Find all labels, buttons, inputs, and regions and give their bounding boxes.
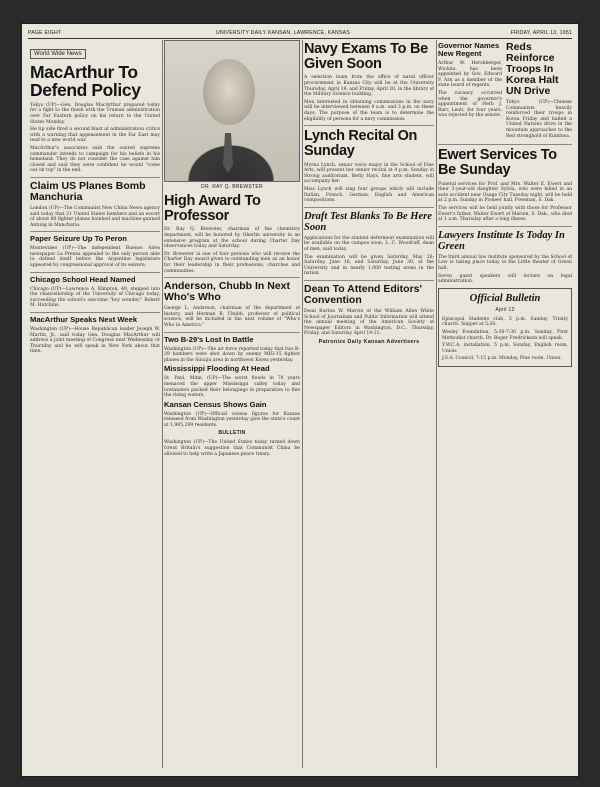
reds-story	[506, 40, 572, 141]
divider	[164, 277, 300, 278]
article-text: Washington (UP)—The United States today turned down Great Britain's suggestion that Communist China be allowed to help write a Japanese peace treaty.	[164, 440, 300, 457]
headline-flooding: Mississippi Flooding At Head	[164, 364, 270, 374]
divider	[164, 332, 300, 333]
masthead	[28, 28, 572, 38]
headline-draft-test: Draft Test Blanks To Be Here Soon	[304, 210, 432, 233]
page-number: PAGE EIGHT	[28, 30, 62, 36]
headline-regent: Governor Names New Regent	[438, 41, 500, 58]
headline-chicago: Chicago School Head Named	[30, 274, 136, 284]
column-divider	[302, 40, 303, 768]
divider	[30, 231, 160, 232]
headline-whos-who: Anderson, Chubb In Next Who's Who	[164, 280, 290, 304]
article-text: Funeral services for Prof. and Mrs. Walter E. Ewert and their 3-year-old daughter Sylvia, who were killed in an auto accident near Osage City Tuesday night, will be held at 2 p.m. Sunday in Pioneer hall, Freeman, S. Dak.	[438, 181, 572, 204]
headline-manchuria: Claim US Planes Bomb Manchuria	[30, 179, 146, 203]
divider	[304, 207, 434, 208]
bulletin-item: J.S.A. Council, 7:15 p.m. Monday, Pine room, Union.	[442, 356, 562, 362]
column-state-news	[438, 40, 572, 770]
headline-award: High Award To Professor	[164, 193, 261, 225]
headline-navy-exams: Navy Exams To Be Given Soon	[304, 41, 428, 73]
newspaper-page	[22, 24, 578, 776]
bulletin-item: Wesley Foundation, 5:30-7:30 p.m. Sunday, First Methodist church. Dr. Roger Fredrickson will speak.	[442, 330, 568, 341]
article-text: He tip side fired a second blast at administration critics with a warning that appeasement in the Far East may lead to a new world war.	[30, 127, 160, 144]
masthead-rule	[28, 38, 572, 39]
portrait-photo	[164, 40, 300, 182]
article-text: Seven guest speakers will lecture on legal administration.	[438, 273, 572, 285]
regent-story	[438, 40, 502, 141]
bulletin-date: April 12	[495, 306, 515, 313]
top-row	[438, 40, 572, 141]
bulletin-item: Y.W.C.A. installation, 5 p.m. Sunday, English room, Union.	[442, 343, 568, 354]
column-divider	[436, 40, 437, 768]
article-text: Montevideo (UP)—The independent Buenos Aires newspaper La Prensa appealed to the only person able to defend itself before the Argentine legislature appeared by congressional approval of its seizure.	[30, 246, 160, 269]
photo-caption: DR. RAY Q. BREWSTER	[201, 184, 263, 190]
divider	[30, 272, 160, 273]
headline-b29: Two B-29's Lost In Battle	[164, 334, 254, 344]
official-bulletin	[438, 288, 572, 367]
article-text: Tokyo (UP)—Chinese Communists heavily reinforced their troops in Korea Friday and halted a United Nations drive in the mountain approaches to the Red stronghold of Kumhwa.	[506, 100, 572, 139]
article-text: Dr. Brewster is one of four persons who will receive the Charter Day award given to outstanding men as an honor for their leadership in their professions, churches and communities.	[164, 251, 300, 274]
column-university-news	[304, 40, 434, 770]
article-text: Myrna Lynch, senior voice major in the School of Fine Arts, will present her senior recital at 4 p.m. Sunday in Strong auditorium. Betty Hays, fine arts student, will accompany her.	[304, 162, 434, 185]
portrait-face	[203, 59, 255, 125]
headline-macarthur: MacArthur To Defend Policy	[30, 62, 141, 101]
paper-name: UNIVERSITY DAILY KANSAN, LAWRENCE, KANSAS	[216, 30, 350, 36]
article-text: Arthur W. Hershberger, Wichita, has been appointed by Gov. Edward F. Arn as a member of the state board of regents.	[438, 60, 502, 89]
headline-ewert: Ewert Services To Be Sunday	[438, 147, 557, 179]
article-text: St. Paul, Minn. (UP)—The worst floods in 70 years menaced the upper Mississippi valley today and lowlanders packed their belongings in preparation to flee the rising waters.	[164, 376, 300, 399]
headline-reds: Reds Reinforce Troops In Korea Halt UN Drive	[506, 41, 559, 98]
headline-macarthur-speaks: MacArthur Speaks Next Week	[30, 314, 138, 324]
article-text: Applications for the student deferment examination will be available on the campus soon, L. C. Woodruff, dean of men, said today.	[304, 235, 434, 252]
article-text: London (UP)—The Communist New China News agency said today that 21 United States bombers and an escort of about 80 fighter planes bombed and machine-gunned Antung in Manchuria.	[30, 205, 160, 228]
headline-lynch-recital: Lynch Recital On Sunday	[304, 128, 418, 160]
divider	[438, 144, 572, 145]
article-text: Washington (UP)—The air force reported today that two B-29 bombers were shot down by enemy MIG-15 fighter planes in the Sinuiju area in northwest Korea yesterday.	[164, 346, 300, 363]
bulletin-title: Official Bulletin	[469, 292, 541, 304]
bulletin-item: Episcopal Students club, 5 p.m. Sunday, Trinity church. Supper at 5:30.	[442, 316, 568, 328]
bulletin-label: BULLETIN	[218, 430, 246, 437]
article-text: Washington (UP)—Official census figures for Kansas released from Washington yesterday give the state's count at 1,905,299 residents.	[164, 411, 300, 428]
article-text: A selection team from the office of naval officer procurement in Kansas City will be at the University Thursday, April 19, and Friday, April 20, in the library of the Military Science building.	[304, 75, 434, 98]
article-text: Tokyo (UP)—Gen. Douglas MacArthur prepared today for a fight to the finish with the Truman administration over Far Eastern policy on his return to the United States Monday.	[30, 102, 160, 125]
article-text: Men interested in obtaining commissions in the navy will be interviewed between 9 a.m. and 3 p.m. on these days. The purpose of the team is to determine the eligibility of persons for a navy commission.	[304, 99, 434, 122]
section-kicker: World Wide News	[30, 49, 86, 59]
column-divider	[162, 40, 163, 768]
article-text: The examination will be given Saturday, May 26; Saturday, June 16, and Saturday, June 30, at the University and in nearly 1,000 testing areas in the nation.	[304, 254, 434, 277]
article-text: Dean Burton W. Marvin of the William Allen White School of Journalism and Public Information will attend the annual meeting of the American Society of Newspaper Editors in Washington, D.C., Thursday, Friday, and Saturday April 19-21.	[304, 309, 434, 337]
divider	[30, 312, 160, 313]
ad-footer: Patronize Daily Kansan Advertisers	[318, 338, 420, 345]
headline-dean-convention: Dean To Attend Editors' Convention	[304, 282, 422, 306]
issue-date: FRIDAY, APRIL 13, 1951	[510, 30, 572, 36]
article-text: Chicago (UP)—Lawrence A. Kimpton, 40, stepped into the chancellorship of the University of Chicago today, succeeding the school's one-time "boy wonder," Robert M. Hutchins.	[30, 286, 160, 309]
article-text: George L. Anderson, chairman of the department of history, and Herman B. Chubb, professor of political science, will be included in the next volume of "Who's Who in America."	[164, 306, 300, 328]
divider	[304, 125, 434, 126]
column-world-news	[30, 40, 160, 770]
divider	[30, 177, 160, 178]
divider	[304, 280, 434, 281]
article-text: Washington (UP)—House Republican leader Joseph W. Martin, Jr., said today Gen. Douglas MacArthur will address a joint meeting of Congress next Wednesday or Thursday and he will speak in New York about that time.	[30, 326, 160, 355]
article-text: The vacancy occurred when the governor's appointment of Herb J. Barr, Leoti, for four years, was rejected by the senate.	[438, 90, 502, 119]
article-text: Miss Lynch will sing four groups which will include Italian, French, German, English and American compositions.	[304, 187, 434, 204]
headline-lawyers: Lawyers Institute Is Today In Green	[438, 229, 565, 252]
portrait-tie	[223, 133, 233, 173]
column-campus-news	[164, 40, 300, 770]
article-text: Dr. Ray Q. Brewster, chairman of the chemistry department, will be honored by Oberlin university in an extensive program at the school during Charter Day observances today and Saturday.	[164, 227, 300, 250]
headline-peron: Paper Seizure Up To Peron	[30, 234, 127, 244]
article-text: The third annual law institute sponsored by the School of Law is taking place today in the Little theater of Green hall.	[438, 254, 572, 272]
article-text: The services will be held jointly with those for Professor Ewert's father, Walter Ewert of Marion, S. Dak., who died at 1 a.m. Thursday after a long illness.	[438, 206, 572, 223]
divider	[438, 226, 572, 227]
article-text: MacArthur's associates said the ousted supreme commander intends to campaign for his beliefs in his homeland. They do not consider the case against him closed and said they were confident he would "come out on top" in the end.	[30, 145, 160, 174]
headline-census: Kansan Census Shows Gain	[164, 399, 267, 409]
